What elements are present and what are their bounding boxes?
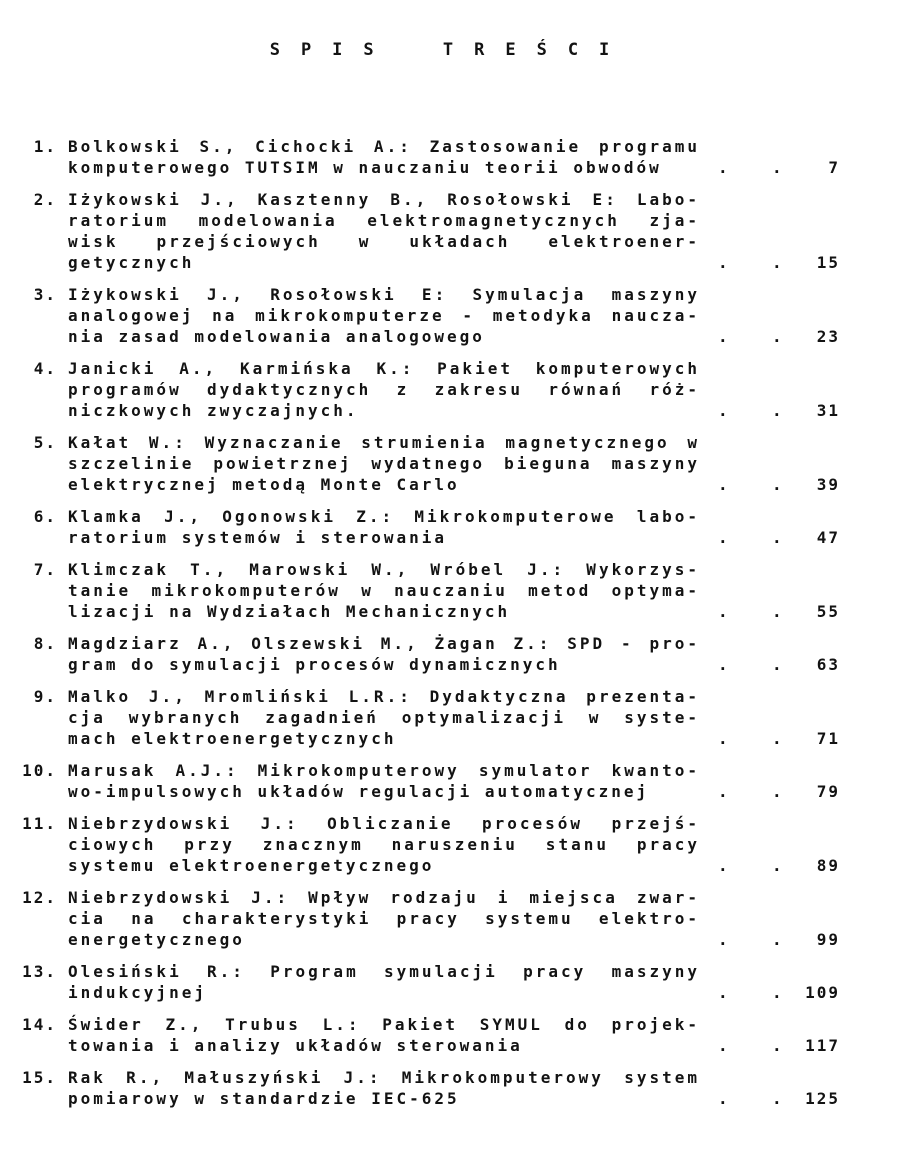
leader-dot: . [718,253,731,272]
leader-dot: . [772,983,785,1002]
leader-dot: . [718,602,731,621]
entry-number: 14. [22,1015,57,1034]
leader-dot: . [772,930,785,949]
page-number: 63 [816,655,840,674]
entry-text-line: Klimczak T., Marowski W., Wróbel J.: Wykorzys- [68,560,700,579]
entry-last-line [68,982,840,1003]
entry-last-line [68,1035,840,1056]
entry-last-line [68,929,840,950]
toc-entry [17,813,900,876]
page-number: 99 [816,930,840,949]
entry-text-line: cja wybranych zagadnień optymalizacji w syste- [68,708,700,727]
entry-text-line: analogowej na mikrokomputerze - metodyka naucza- [68,306,700,325]
leader-dot: . [772,1089,785,1108]
page-number: 7 [828,158,840,177]
entry-text-line: szczelinie powietrznej wydatnego bieguna maszyny [68,454,700,473]
entry-text-line: wisk przejściowych w układach elektroener- [68,232,700,251]
page-number: 109 [805,983,840,1002]
leader-dot: . [718,528,731,547]
leader-dot: . [718,930,731,949]
entry-text-line: Świder Z., Trubus L.: Pakiet SYMUL do projek- [68,1015,700,1034]
entry-number: 2. [33,190,57,209]
entry-text-line: niczkowych zwyczajnych. [68,401,359,420]
entry-body [68,1067,840,1109]
leader-dot: . [772,602,785,621]
entry-text-line: elektrycznej metodą Monte Carlo [68,475,460,494]
entry-number: 13. [22,962,57,981]
leader-dot: . [772,782,785,801]
toc-entry [17,686,900,749]
entry-body [68,189,840,273]
toc-entry [17,432,900,495]
toc-entry [17,760,900,802]
entry-body [68,633,840,675]
entry-text-line: systemu elektroenergetycznego [68,856,435,875]
entry-body [68,760,840,802]
entry-number: 15. [22,1068,57,1087]
leader-dot: . [772,401,785,420]
entry-body [68,506,840,548]
toc-entry [17,506,900,548]
leader-dot: . [772,327,785,346]
page-number: 55 [816,602,840,621]
page-number: 117 [805,1036,840,1055]
entry-text-line: ciowych przy znacznym naruszeniu stanu pracy [68,835,700,854]
entry-last-line [68,157,840,178]
entry-text-line: pomiarowy w standardzie IEC-625 [68,1089,460,1108]
leader-dot: . [718,655,731,674]
entry-text-line: mach elektroenergetycznych [68,729,397,748]
page-number: 15 [816,253,840,272]
entry-text-line: towania i analizy układów sterowania [68,1036,523,1055]
leader-dot: . [718,1089,731,1108]
entry-last-line [68,474,840,495]
entry-number: 12. [22,888,57,907]
entry-text-line: Niebrzydowski J.: Wpływ rodzaju i miejsca zwar- [68,888,700,907]
entry-last-line [68,252,840,273]
entry-body [68,813,840,876]
entry-text-line: indukcyjnej [68,983,207,1002]
entry-number: 11. [22,814,57,833]
entry-text-line: komputerowego TUTSIM w nauczaniu teorii obwodów [68,158,662,177]
page-number: 31 [816,401,840,420]
entry-text-line: energetycznego [68,930,245,949]
entry-text-line: getycznych [68,253,195,272]
entry-number: 4. [33,359,57,378]
toc-entry [17,1014,900,1056]
entry-number: 10. [22,761,57,780]
toc-entry [17,189,900,273]
entry-number: 6. [33,507,57,526]
leader-dot: . [772,729,785,748]
entry-text-line: programów dydaktycznych z zakresu równań róż- [68,380,700,399]
entry-text-line: Olesiński R.: Program symulacji pracy maszyny [68,962,700,981]
entry-number: 7. [33,560,57,579]
leader-dot: . [772,1036,785,1055]
leader-dot: . [772,253,785,272]
entry-body [68,432,840,495]
leader-dot: . [772,856,785,875]
leader-dot: . [718,983,731,1002]
entry-number: 5. [33,433,57,452]
entry-body [68,136,840,178]
entry-last-line [68,728,840,749]
leader-dot: . [772,528,785,547]
leader-dot: . [718,158,731,177]
entry-last-line [68,326,840,347]
entry-text-line: Iżykowski J., Rosołowski E: Symulacja maszyny [68,285,700,304]
entry-body [68,1014,840,1056]
entry-last-line [68,400,840,421]
leader-dot: . [718,782,731,801]
page-number: 79 [816,782,840,801]
entry-last-line [68,601,840,622]
toc-entry [17,559,900,622]
leader-dot: . [718,327,731,346]
entry-text-line: gram do symulacji procesów dynamicznych [68,655,561,674]
entry-text-line: lizacji na Wydziałach Mechanicznych [68,602,511,621]
toc-list [0,136,900,1109]
leader-dot: . [718,729,731,748]
entry-text-line: wo-impulsowych układów regulacji automatycznej [68,782,650,801]
toc-entry [17,136,900,178]
page-title: SPIS TREŚCI [269,40,631,60]
entry-text-line: Bolkowski S., Cichocki A.: Zastosowanie programu [68,137,700,156]
toc-entry [17,1067,900,1109]
entry-text-line: tanie mikrokomputerów w nauczaniu metod optyma- [68,581,700,600]
entry-number: 9. [33,687,57,706]
entry-text-line: Magdziarz A., Olszewski M., Żagan Z.: SPD - pro- [68,634,700,653]
entry-last-line [68,855,840,876]
page-number: 71 [816,729,840,748]
toc-entry [17,284,900,347]
entry-text-line: Kałat W.: Wyznaczanie strumienia magnetycznego w [68,433,700,452]
entry-last-line [68,781,840,802]
entry-text-line: Rak R., Małuszyński J.: Mikrokomputerowy system [68,1068,700,1087]
entry-text-line: ratorium systemów i sterowania [68,528,447,547]
entry-number: 8. [33,634,57,653]
leader-dot: . [772,655,785,674]
page-number: 47 [816,528,840,547]
entry-text-line: nia zasad modelowania analogowego [68,327,485,346]
toc-entry [17,358,900,421]
leader-dot: . [718,1036,731,1055]
toc-entry [17,887,900,950]
page-number: 89 [816,856,840,875]
toc-entry [17,633,900,675]
entry-text-line: Marusak A.J.: Mikrokomputerowy symulator kwanto- [68,761,700,780]
entry-body [68,284,840,347]
entry-last-line [68,527,840,548]
entry-body [68,559,840,622]
entry-body [68,887,840,950]
entry-text-line: Malko J., Mromliński L.R.: Dydaktyczna prezenta- [68,687,700,706]
entry-number: 1. [33,137,57,156]
leader-dot: . [718,401,731,420]
entry-text-line: cia na charakterystyki pracy systemu elektro- [68,909,700,928]
leader-dot: . [772,475,785,494]
entry-text-line: Janicki A., Karmińska K.: Pakiet komputerowych [68,359,700,378]
entry-last-line [68,654,840,675]
entry-body [68,358,840,421]
entry-text-line: Iżykowski J., Kasztenny B., Rosołowski E: Labo- [68,190,700,209]
entry-last-line [68,1088,840,1109]
entry-body [68,686,840,749]
page-number: 23 [816,327,840,346]
page-number: 39 [816,475,840,494]
leader-dot: . [772,158,785,177]
entry-body [68,961,840,1003]
entry-text-line: Klamka J., Ogonowski Z.: Mikrokomputerowe labo- [68,507,700,526]
leader-dot: . [718,475,731,494]
page-number: 125 [805,1089,840,1108]
leader-dot: . [718,856,731,875]
entry-text-line: ratorium modelowania elektromagnetycznych zja- [68,211,700,230]
entry-text-line: Niebrzydowski J.: Obliczanie procesów przejś- [68,814,700,833]
entry-number: 3. [33,285,57,304]
toc-entry [17,961,900,1003]
